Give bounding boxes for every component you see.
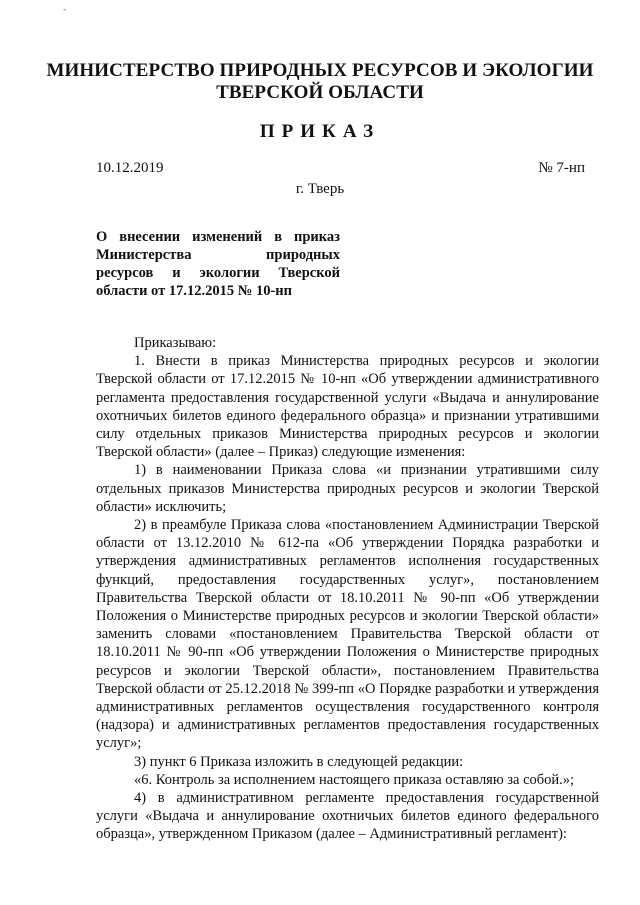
- body-paragraph: «6. Контроль за исполнением настоящего приказа оставляю за собой.»;: [134, 771, 575, 788]
- body-paragraph: 1. Внести в приказ Министерства природных ресурсов и экологии Тверской области от 17.12.2015 № 10-нп «Об утверждении административного регламента предоставления государственной услуги «Выдача и аннулирование охотничьих билетов единого федерального образца» и признании утратившими силу отдельных приказов Министерства природных ресурсов и экологии Тверской области» (далее – Приказ) следующие изменения:: [96, 353, 599, 461]
- body-paragraph: 2) в преамбуле Приказа слова «постановлением Администрации Тверской области от 13.12.2010 № 612-па «Об утверждении Порядка разработки и утверждения административных регламентов исполнения государственных функций, предоставления государственных услуг», постановлением Правительства Тверской области от 18.10.2011 № 90-пп «Об утверждении Положения о Министерстве природных ресурсов и экологии Тверской области» заменить словами «постановлением Правительства Тверской области от 18.10.2011 № 90-пп «Об утверждении Положения о Министерстве природных ресурсов и экологии Тверской области», постановлением Правительства Тверской области от 25.12.2018 № 399-пп «О Порядке разработки и утверждения административных регламентов осуществления государственного контроля (надзора) и административных регламентов предоставления государственных услуг»;: [96, 517, 599, 752]
- ministry-name-line-2: ТВЕРСКОЙ ОБЛАСТИ: [216, 82, 424, 103]
- order-title: ПРИКАЗ: [259, 121, 381, 142]
- body-paragraph: 1) в наименовании Приказа слова «и признании утратившими силу отдельных приказов Министерства природных ресурсов и экологии Тверской области» исключить;: [96, 462, 599, 515]
- order-date: 10.12.2019: [96, 160, 164, 176]
- order-city: г. Тверь: [295, 181, 345, 197]
- subject-line-3: ресурсов и экологии Тверской: [96, 265, 340, 281]
- subject-line-2: Министерства природных: [96, 247, 340, 263]
- body-paragraph: 4) в административном регламенте предоставления государственной услуги «Выдача и аннулирование охотничьих билетов единого федерального образца», утвержденном Приказом (далее – Административный регламент):: [96, 790, 599, 843]
- subject-line-1: О внесении изменений в приказ: [96, 229, 340, 245]
- subject-line-4: области от 17.12.2015 № 10-нп: [96, 283, 292, 299]
- ministry-name: [40, 60, 600, 104]
- order-subject: [96, 228, 340, 300]
- order-body: [96, 334, 599, 844]
- order-number: № 7-нп: [538, 160, 585, 176]
- body-paragraph: Приказываю:: [134, 335, 217, 351]
- body-paragraph: 3) пункт 6 Приказа изложить в следующей редакции:: [134, 753, 464, 770]
- scan-mark: -: [63, 4, 66, 14]
- ministry-name-line-1: МИНИСТЕРСТВО ПРИРОДНЫХ РЕСУРСОВ И ЭКОЛОГИИ: [46, 60, 594, 81]
